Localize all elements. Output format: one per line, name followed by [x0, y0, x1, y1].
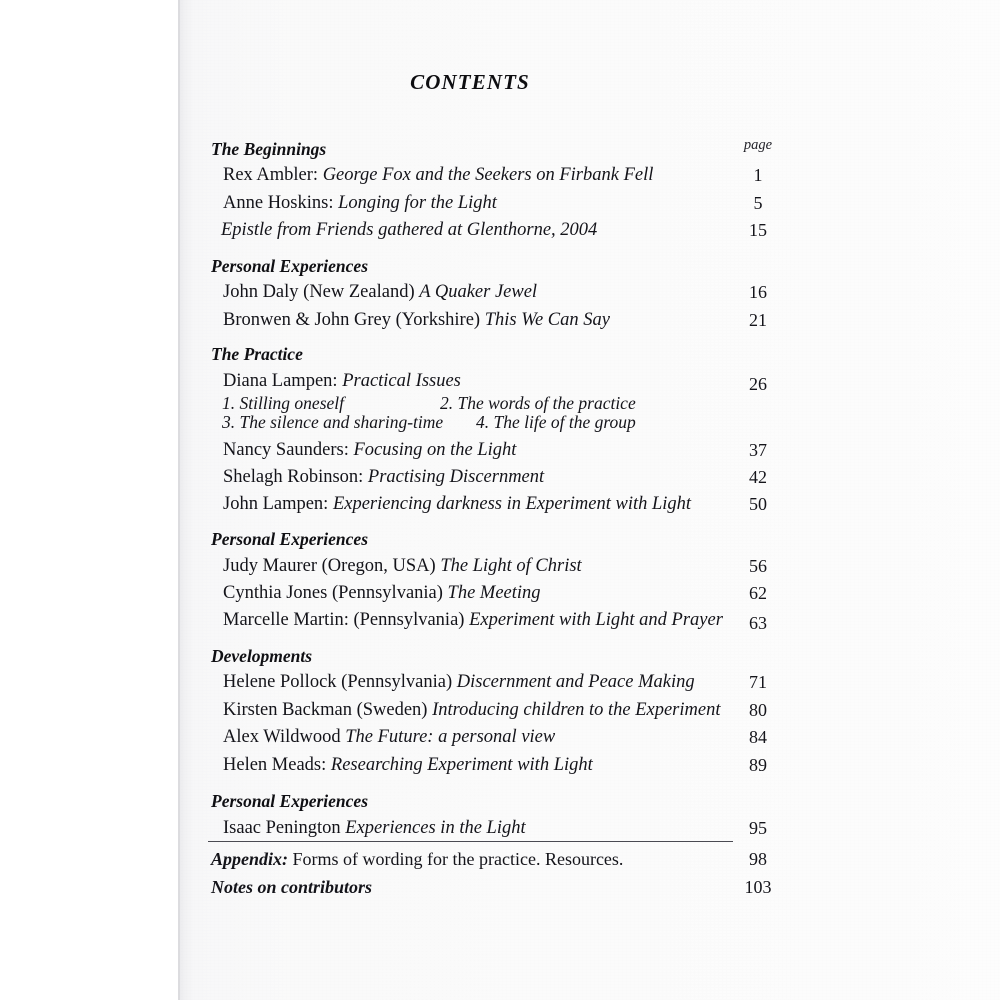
entry-author: Shelagh Robinson:: [223, 467, 368, 487]
entry-title: The Light of Christ: [440, 556, 582, 576]
entry-page-number: 63: [749, 613, 767, 633]
toc-entry: [221, 220, 597, 241]
sub-item-3: 3. The silence and sharing-time: [222, 412, 444, 432]
toc-entry: [223, 700, 721, 721]
entry-author: John Lampen:: [223, 494, 333, 514]
entry-author: Rex Ambler:: [223, 165, 323, 185]
entry-title: Researching Experiment with Light: [330, 755, 593, 775]
entry-author: Alex Wildwood: [223, 727, 346, 747]
entry-page-number: 80: [749, 700, 767, 720]
toc-entry: [223, 310, 610, 331]
entry-author: Kirsten Backman (Sweden): [223, 700, 433, 720]
entry-title: Practical Issues: [342, 371, 461, 391]
entry-title: Discernment and Peace Making: [456, 672, 695, 692]
entry-page-number: 1: [753, 165, 763, 185]
entry-page-number: 62: [749, 583, 767, 603]
section-heading-developments: Developments: [211, 646, 313, 666]
entry-title: This We Can Say: [484, 310, 610, 330]
toc-entry: [223, 440, 516, 461]
entry-title: George Fox and the Seekers on Firbank Fell: [322, 165, 654, 185]
entry-page-number: 50: [749, 494, 767, 514]
entry-page-number: 37: [749, 440, 767, 460]
entry-title: Experiencing darkness in Experiment with Light: [332, 494, 692, 514]
notes-page-number: 103: [744, 877, 772, 897]
entry-page-number: 16: [749, 282, 767, 302]
entry-author: Diana Lampen:: [223, 371, 343, 391]
appendix-page-number: 98: [749, 849, 767, 869]
toc-entry: [223, 727, 555, 748]
entry-title: Focusing on the Light: [353, 440, 517, 460]
sub-item-2-wrap: [440, 393, 636, 414]
entry-page-number: 26: [749, 374, 767, 394]
entry-title: Epistle from Friends gathered at Glenthorne, 2004: [221, 220, 598, 240]
entry-title: Experiences in the Light: [345, 818, 526, 838]
section-heading-personal-experiences-1: Personal Experiences: [211, 256, 369, 276]
page-title: CONTENTS: [410, 70, 530, 94]
toc-entry: [223, 755, 593, 776]
entry-author: Anne Hoskins:: [223, 193, 339, 213]
entry-page-number: 89: [749, 755, 767, 775]
entry-author: Helene Pollock (Pennsylvania): [223, 672, 457, 692]
appendix-label: Appendix:: [211, 849, 289, 869]
entry-author: Cynthia Jones (Pennsylvania): [223, 583, 448, 603]
entry-author: Marcelle Martin: (Pennsylvania): [223, 610, 470, 630]
entry-page-number: 56: [749, 556, 767, 576]
entry-title: Introducing children to the Experiment: [432, 700, 721, 720]
entry-title: Longing for the Light: [338, 193, 497, 213]
appendix-text: Forms of wording for the practice. Resources.: [288, 849, 624, 869]
toc-entry: [223, 467, 544, 488]
toc-entry: [223, 556, 582, 577]
section-heading-the-beginnings: The Beginnings: [211, 139, 327, 159]
entry-page-number: 42: [749, 467, 767, 487]
page-column-header: page: [743, 137, 773, 153]
sub-item-4: 4. The life of the group: [476, 412, 636, 432]
sub-item-2: 2. The words of the practice: [440, 393, 636, 413]
notes-on-contributors-line: Notes on contributors: [211, 877, 373, 897]
toc-entry: [223, 610, 723, 631]
sub-item-row-1: [222, 393, 344, 414]
entry-title: The Future: a personal view: [345, 727, 556, 747]
entry-author: Isaac Penington: [223, 818, 346, 838]
sub-item-1: 1. Stilling oneself: [222, 393, 345, 413]
entry-title: Experiment with Light and Prayer: [469, 610, 723, 630]
entry-page-number: 84: [749, 727, 767, 747]
entry-author: Bronwen & John Grey (Yorkshire): [223, 310, 485, 330]
toc-entry: [223, 672, 695, 693]
appendix-line: [211, 849, 623, 870]
entry-author: Judy Maurer (Oregon, USA): [223, 556, 441, 576]
toc-entry: [223, 282, 537, 303]
toc-entry: [223, 818, 526, 839]
horizontal-rule: [208, 841, 733, 842]
entry-title: Practising Discernment: [367, 467, 545, 487]
toc-entry: [223, 165, 653, 186]
entry-page-number: 71: [749, 672, 767, 692]
entry-page-number: 15: [749, 220, 767, 240]
section-heading-personal-experiences-3: Personal Experiences: [211, 791, 369, 811]
section-heading-personal-experiences-2: Personal Experiences: [211, 529, 369, 549]
toc-entry: [223, 371, 461, 392]
entry-title: A Quaker Jewel: [419, 282, 538, 302]
toc-entry: [223, 193, 497, 214]
entry-author: Nancy Saunders:: [223, 440, 354, 460]
toc-entry: [223, 583, 541, 604]
entry-author: Helen Meads:: [223, 755, 331, 775]
sub-item-row-2: [222, 412, 443, 433]
entry-page-number: 5: [753, 193, 763, 213]
sub-item-4-wrap: [476, 412, 636, 433]
entry-author: John Daly (New Zealand): [223, 282, 420, 302]
toc-entry: [223, 494, 691, 515]
section-heading-the-practice: The Practice: [211, 344, 303, 364]
entry-page-number: 21: [749, 310, 767, 330]
entry-title: The Meeting: [447, 583, 541, 603]
entry-page-number: 95: [749, 818, 767, 838]
